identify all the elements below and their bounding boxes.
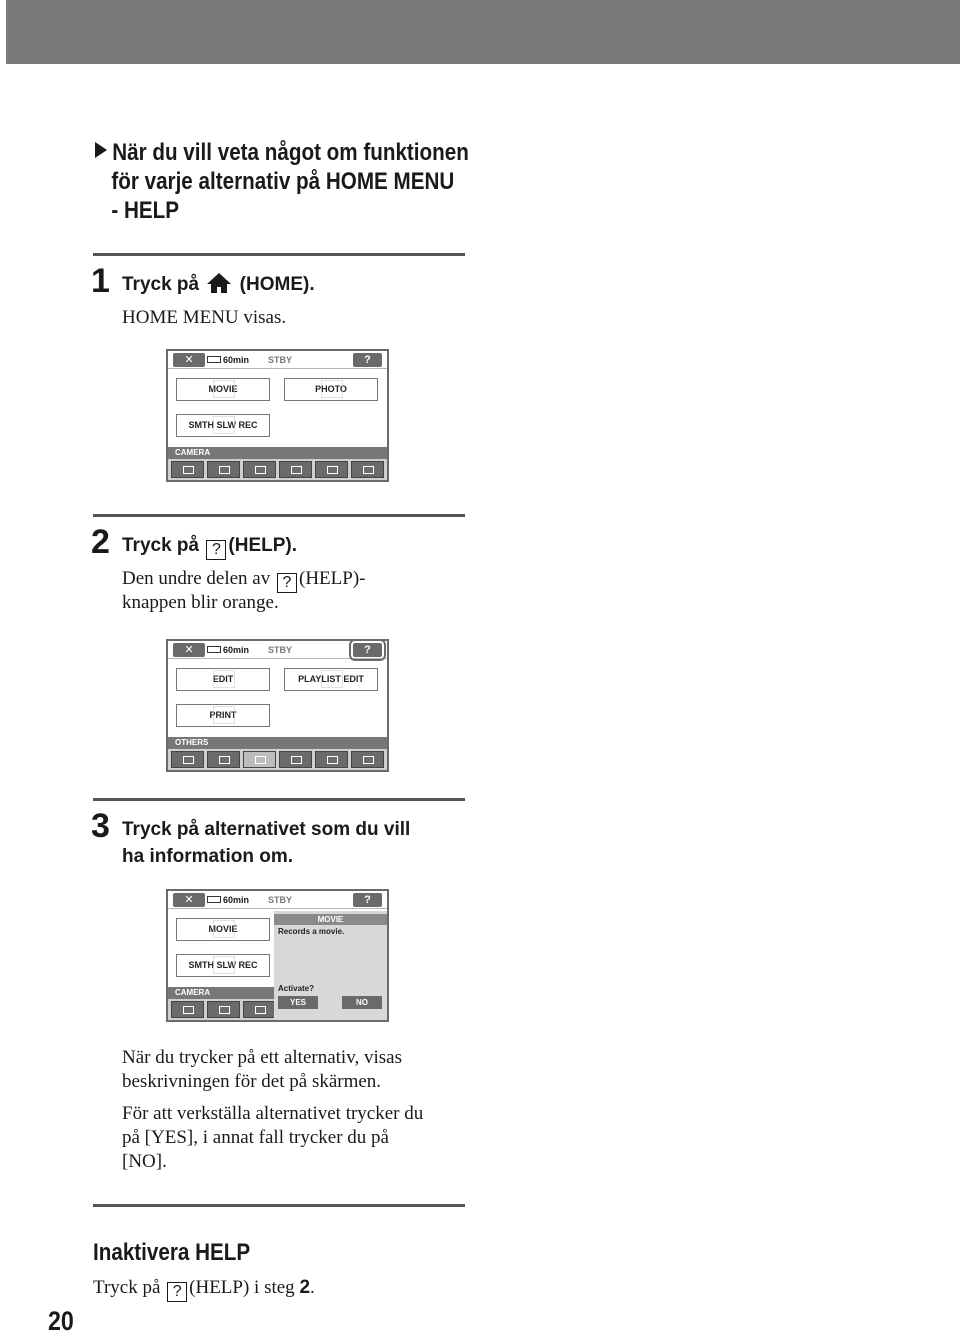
triangle-bullet-icon <box>95 142 107 158</box>
step-1-number: 1 <box>91 262 110 300</box>
intro-heading <box>95 138 530 225</box>
step-1-body: HOME MENU visas. <box>122 307 287 328</box>
battery-icon <box>207 896 221 903</box>
category-label: OTHERS <box>168 737 387 749</box>
tab-others-icon[interactable] <box>243 1001 276 1018</box>
section-title: Inaktivera HELP <box>93 1239 251 1266</box>
result-text-line-2: beskrivningen för det på skärmen. <box>122 1071 382 1092</box>
step-2-body-line-1: Den undre delen av ? (HELP)- <box>122 568 366 591</box>
menu-button-photo[interactable]: PHOTO <box>284 378 378 401</box>
step-1-heading <box>122 271 315 298</box>
help-button[interactable]: ? <box>353 353 382 367</box>
help-panel-description: Records a movie. <box>278 927 345 936</box>
lcd-screen-home-menu <box>166 349 389 482</box>
category-tabs <box>168 749 387 770</box>
tab-view-images-icon[interactable] <box>207 461 240 478</box>
section-body: Tryck på ? (HELP) i steg 2. <box>93 1277 315 1300</box>
tab-camera-icon[interactable] <box>171 751 204 768</box>
tab-settings-icon[interactable] <box>351 461 384 478</box>
menu-button-movie[interactable]: MOVIE <box>176 918 270 941</box>
step-2-heading: Tryck på ? (HELP). <box>122 535 297 558</box>
close-icon[interactable]: ✕ <box>173 893 205 907</box>
category-label: CAMERA <box>168 447 387 459</box>
section-rule <box>93 1204 465 1207</box>
lcd-status-row <box>168 641 387 659</box>
lcd-screen-others <box>166 639 389 772</box>
lcd-status-row <box>168 891 387 909</box>
help-button[interactable]: ? <box>353 893 382 907</box>
tab-others-icon[interactable] <box>243 751 276 768</box>
confirm-text-line-1: För att verkställa alternativet trycker du <box>122 1103 424 1124</box>
yes-button[interactable]: YES <box>278 996 318 1009</box>
step-3-rule <box>93 798 465 801</box>
step-3-heading-line-1: Tryck på alternativet som du vill <box>122 819 411 840</box>
result-text-line-1: När du trycker på ett alternativ, visas <box>122 1047 402 1068</box>
step-2-rule <box>93 514 465 517</box>
battery-icon <box>207 356 221 363</box>
page-number: 20 <box>48 1306 74 1336</box>
category-tabs <box>168 459 387 480</box>
step-3-heading-line-2: ha information om. <box>122 846 293 867</box>
help-icon: ? <box>167 1282 187 1302</box>
tab-view-images-icon[interactable] <box>207 1001 240 1018</box>
category-label: CAMERA <box>168 987 387 999</box>
home-icon <box>206 272 232 294</box>
lcd-screen-help-panel <box>166 889 389 1022</box>
tab-manage-media-icon[interactable] <box>279 751 312 768</box>
help-icon: ? <box>206 540 226 560</box>
remaining-time: 60min <box>223 645 250 655</box>
close-icon[interactable]: ✕ <box>173 643 205 657</box>
menu-button-playlist-edit[interactable]: PLAYLIST EDIT <box>284 668 378 691</box>
header-band <box>6 0 960 64</box>
status-label: STBY <box>268 645 293 655</box>
intro-line-1: När du vill veta något om funktionen <box>112 139 469 166</box>
intro-line-3: - HELP <box>111 197 179 224</box>
tab-view-images-icon[interactable] <box>207 751 240 768</box>
confirm-text-line-3: [NO]. <box>122 1151 167 1172</box>
tab-camera-icon[interactable] <box>171 1001 204 1018</box>
help-icon: ? <box>277 573 297 593</box>
confirm-text-line-2: på [YES], i annat fall trycker du på <box>122 1127 389 1148</box>
menu-button-smth-slw-rec[interactable]: SMTH SLW REC <box>176 414 270 437</box>
battery-icon <box>207 646 221 653</box>
close-icon[interactable]: ✕ <box>173 353 205 367</box>
remaining-time: 60min <box>223 355 250 365</box>
menu-button-edit[interactable]: EDIT <box>176 668 270 691</box>
step-1-rule <box>93 253 465 256</box>
tab-print-icon[interactable] <box>315 461 348 478</box>
no-button[interactable]: NO <box>342 996 382 1009</box>
tab-print-icon[interactable] <box>315 751 348 768</box>
status-label: STBY <box>268 355 293 365</box>
step-1-heading-suffix: (HOME). <box>239 274 315 295</box>
intro-line-2: för varje alternativ på HOME MENU <box>111 168 455 195</box>
tab-settings-icon[interactable] <box>351 751 384 768</box>
menu-button-smth-slw-rec[interactable]: SMTH SLW REC <box>176 954 270 977</box>
status-label: STBY <box>268 895 293 905</box>
help-description-panel <box>274 911 387 1020</box>
step-2-body-line-2: knappen blir orange. <box>122 592 279 613</box>
remaining-time: 60min <box>223 895 250 905</box>
step-3-number: 3 <box>91 807 110 845</box>
tab-manage-media-icon[interactable] <box>279 461 312 478</box>
tab-camera-icon[interactable] <box>171 461 204 478</box>
step-2-number: 2 <box>91 523 110 561</box>
help-button[interactable]: ? <box>353 643 382 657</box>
lcd-status-row <box>168 351 387 369</box>
help-panel-prompt: Activate? <box>278 984 315 993</box>
step-1-heading-text: Tryck på <box>122 274 200 295</box>
help-panel-title: MOVIE <box>274 914 387 925</box>
menu-button-movie[interactable]: MOVIE <box>176 378 270 401</box>
tab-others-icon[interactable] <box>243 461 276 478</box>
menu-button-print[interactable]: PRINT <box>176 704 270 727</box>
